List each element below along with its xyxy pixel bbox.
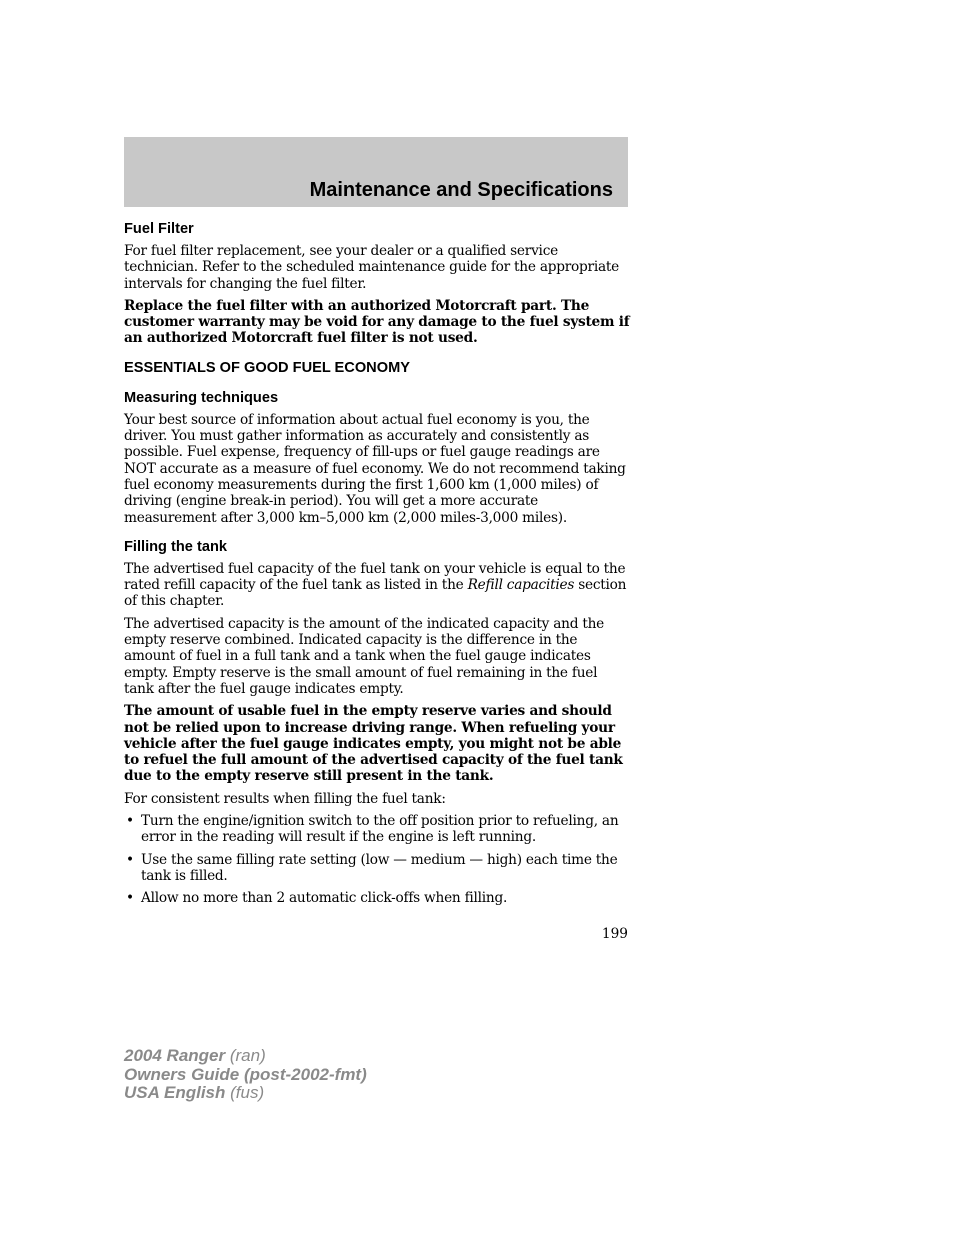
fuel-filter-paragraph: For fuel filter replacement, see your dealer or a qualified service technician. Refer to the scheduled maintenance guide for the appropriate intervals for changing the fuel filter. <box>124 243 619 292</box>
footer-guide: Owners Guide (post-2002-fmt) <box>124 1064 367 1084</box>
footer-line-2 <box>124 1066 367 1085</box>
page-title: Maintenance and Specifications <box>309 179 613 201</box>
list-item-text: Turn the engine/ignition switch to the off position prior to refueling, an error in the reading will result if the engine is left running. <box>141 813 619 846</box>
list-item <box>124 890 630 906</box>
footer-model: 2004 Ranger <box>124 1046 226 1065</box>
fuel-filter-warning: Replace the fuel filter with an authorized Motorcraft part. The customer warranty may be void for any damage to the fuel system if an authorized Motorcraft fuel filter is not used. <box>124 297 630 347</box>
header-band <box>124 137 628 207</box>
list-item <box>124 813 630 846</box>
filling-paragraph-2: The advertised capacity is the amount of the indicated capacity and the empty reserve combined. Indicated capacity is the difference in the amount of fuel in a full tank and a tank when the fuel gauge indicates empty. Empty reserve is the small amount of fuel remaining in the fuel tank after the fuel gauge indicates empty. <box>124 615 604 697</box>
footer-language-code: (fus) <box>225 1083 265 1102</box>
list-item-text: Allow no more than 2 automatic click-offs when filling. <box>141 890 508 907</box>
footer-line-1 <box>124 1047 367 1066</box>
filling-paragraph-1 <box>124 561 630 610</box>
filling-paragraph-1-start: The advertised fuel capacity of the fuel tank on your vehicle is equal to the rated refill capacity of the fuel tank as listed in the <box>124 560 626 594</box>
filling-warning: The amount of usable fuel in the empty reserve varies and should not be relied upon to increase driving range. When refueling your vehicle after the fuel gauge indicates empty, you might not be able to refuel the full amount of the advertised capacity of the fuel tank due to the empty reserve still present in the tank. <box>124 703 623 785</box>
refill-capacities-reference: Refill capacities <box>467 577 575 594</box>
list-item-text: Use the same filling rate setting (low — medium — high) each time the tank is filled. <box>141 851 618 884</box>
list-item <box>124 852 630 885</box>
bullet-icon: • <box>126 851 134 868</box>
bullet-icon: • <box>126 890 134 907</box>
filling-paragraph-1-end: section of this chapter. <box>124 577 627 610</box>
filling-heading: Filling the tank <box>124 538 227 555</box>
measuring-paragraph: Your best source of information about actual fuel economy is you, the driver. You must gather information as accurately and consistently as possible. Fuel expense, frequency of fill-ups or fuel gauge readings are NOT accurate as a measure of fuel economy. We do not recommend taking fuel economy measurements during the first 1,600 km (1,000 miles) of driving (engine break-in period). You will get a more accurate measurement after 3,000 km–5,000 km (2,000 miles-3,000 miles). <box>124 411 626 526</box>
page-number: 199 <box>601 926 628 942</box>
fuel-filter-heading: Fuel Filter <box>124 221 194 237</box>
footer-line-3 <box>124 1084 367 1103</box>
bullet-icon: • <box>126 813 134 830</box>
footer-model-code: (ran) <box>225 1046 266 1065</box>
filling-tips-list <box>124 813 630 906</box>
footer-language: USA English <box>124 1083 226 1102</box>
main-content <box>124 220 630 913</box>
essentials-heading: ESSENTIALS OF GOOD FUEL ECONOMY <box>124 359 410 376</box>
filling-intro: For consistent results when filling the fuel tank: <box>124 790 446 807</box>
measuring-heading: Measuring techniques <box>124 389 279 406</box>
footer-metadata <box>124 1047 367 1103</box>
